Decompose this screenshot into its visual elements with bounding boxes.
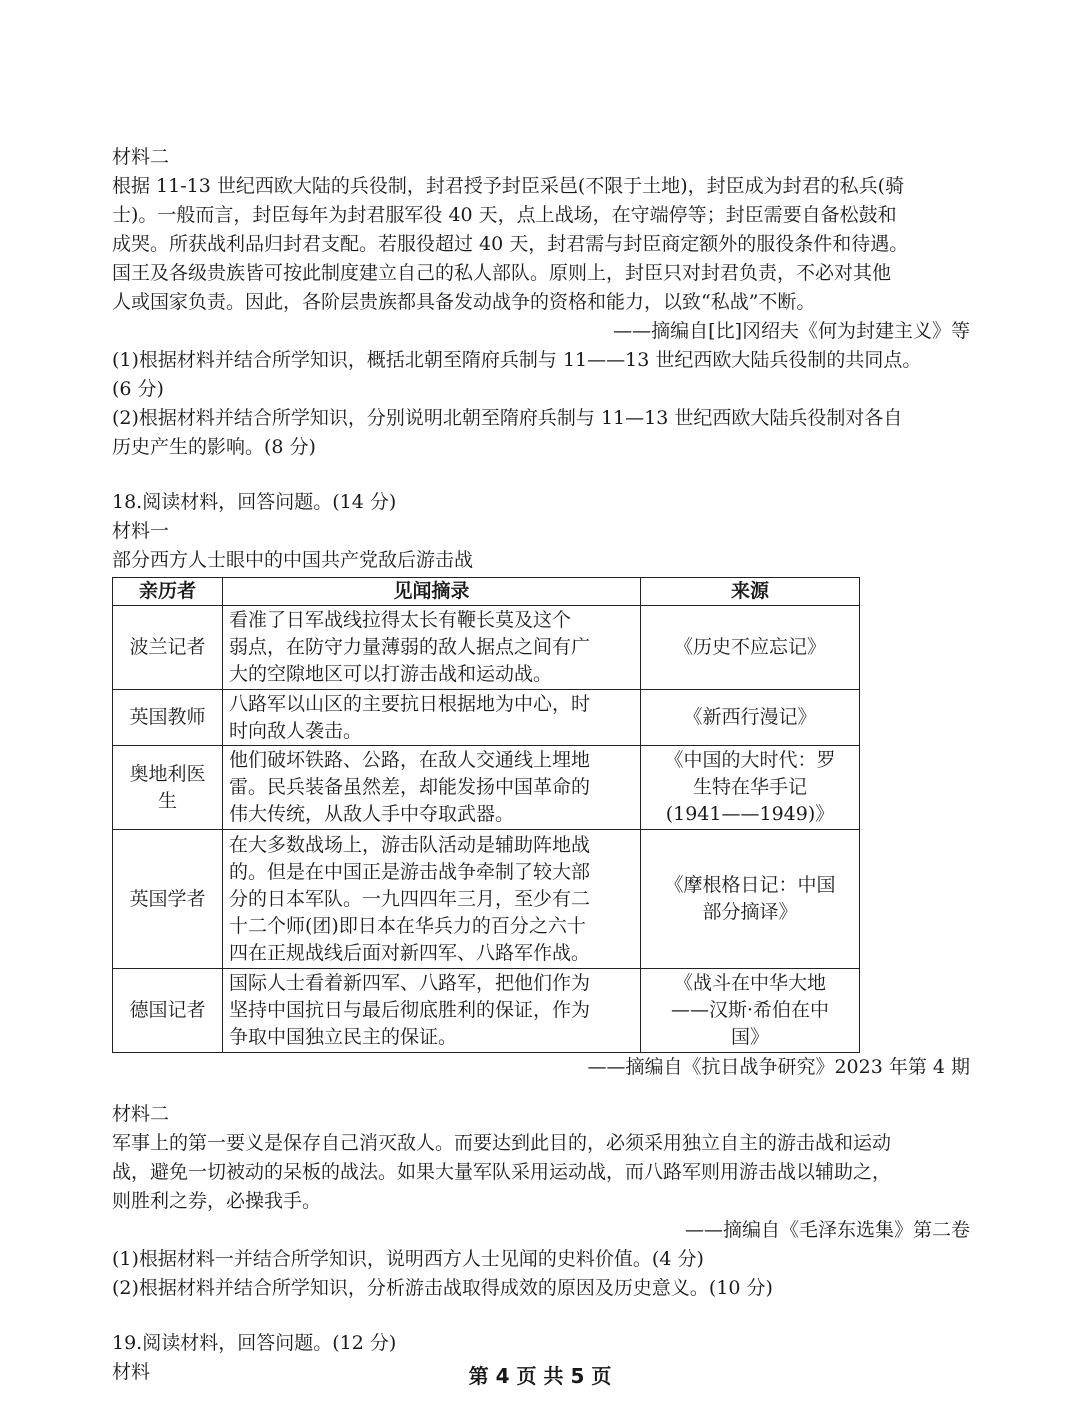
cell-source: 《战斗在中华大地 ——汉斯·希伯在中 国》: [641, 969, 860, 1053]
question-line: (2)根据材料并结合所学知识，分别说明北朝至隋府兵制与 11—13 世纪西欧大陆兵役制对各自: [112, 407, 903, 429]
question-heading: 18.阅读材料，回答问题。(14 分): [112, 491, 397, 513]
cell-excerpt: 他们破坏铁路、公路，在敌人交通线上埋地 雷。民兵装备虽然差，却能发扬中国革命的 伟大传统，从敌人手中夺取武器。: [223, 746, 641, 830]
question-heading: 19.阅读材料，回答问题。(12 分): [112, 1332, 397, 1354]
question-line: (1)根据材料一并结合所学知识，说明西方人士见闻的史料价值。(4 分): [112, 1248, 704, 1270]
material-label: 材料二: [112, 146, 170, 168]
exam-page: [112, 143, 970, 1387]
cell-excerpt: 八路军以山区的主要抗日根据地为中心，时 时向敌人袭击。: [223, 690, 641, 746]
table-row: [113, 830, 860, 969]
section-material-2-feudal: [112, 143, 970, 462]
cell-witness: 德国记者: [113, 969, 223, 1053]
cell-source: 《历史不应忘记》: [641, 606, 860, 690]
cell-excerpt: 看准了日军战线拉得太长有鞭长莫及这个 弱点，在防守力量薄弱的敌人据点之间有广 大的空隙地区可以打游击战和运动战。: [223, 606, 641, 690]
column-header: 见闻摘录: [223, 578, 641, 606]
table-row: [113, 606, 860, 690]
material-label: 材料: [112, 1361, 151, 1383]
paragraph-line: 军事上的第一要义是保存自己消灭敌人。而要达到此目的，必须采用独立自主的游击战和运动: [112, 1132, 892, 1154]
table-row: [113, 746, 860, 830]
question-line: (6 分): [112, 378, 164, 400]
table-row: [113, 690, 860, 746]
citation: ——摘编自《毛泽东选集》第二卷: [684, 1219, 970, 1241]
cell-witness: 奥地利医 生: [113, 746, 223, 830]
column-header: 亲历者: [113, 578, 223, 606]
witness-table: [112, 577, 860, 1053]
page-number: 第 4 页 共 5 页: [468, 1364, 612, 1388]
cell-source: 《新西行漫记》: [641, 690, 860, 746]
paragraph-line: 国王及各级贵族皆可按此制度建立自己的私人部队。原则上，封臣只对封君负责，不必对其他: [112, 262, 892, 284]
cell-witness: 英国教师: [113, 690, 223, 746]
paragraph-line: 人或国家负责。因此，各阶层贵族都具备发动战争的资格和能力，以致“私战”不断。: [112, 291, 816, 313]
cell-excerpt: 在大多数战场上，游击队活动是辅助阵地战 的。但是在中国正是游击战争牵制了较大部 分的日本军队。一九四四年三月，至少有二 十二个师(团)即日本在华兵力的百分之六十 四在正规战线后面对新四军、八路军作战。: [223, 830, 641, 969]
cell-excerpt: 国际人士看着新四军、八路军，把他们作为 坚持中国抗日与最后彻底胜利的保证，作为 争取中国独立民主的保证。: [223, 969, 641, 1053]
material-label: 材料一: [112, 520, 170, 542]
material-label: 材料二: [112, 1103, 170, 1125]
citation: ——摘编自《抗日战争研究》2023 年第 4 期: [587, 1056, 970, 1078]
citation: ——摘编自[比]冈绍夫《何为封建主义》等: [613, 320, 970, 342]
question-line: (2)根据材料并结合所学知识，分析游击战取得成效的原因及历史意义。(10 分): [112, 1277, 773, 1299]
table-title: 部分西方人士眼中的中国共产党敌后游击战: [112, 549, 474, 571]
table-row: [113, 969, 860, 1053]
paragraph-line: 战，避免一切被动的呆板的战法。如果大量军队采用运动战，而八路军则用游击战以辅助之，: [112, 1161, 892, 1183]
question-line: 历史产生的影响。(8 分): [112, 436, 316, 458]
cell-witness: 英国学者: [113, 830, 223, 969]
paragraph-line: 则胜利之券，必操我手。: [112, 1190, 322, 1212]
cell-witness: 波兰记者: [113, 606, 223, 690]
question-line: (1)根据材料并结合所学知识，概括北朝至隋府兵制与 11——13 世纪西欧大陆兵役制的共同点。: [112, 349, 922, 371]
paragraph-line: 根据 11-13 世纪西欧大陆的兵役制，封君授予封臣采邑(不限于土地)，封臣成为封君的私兵(骑: [112, 175, 905, 197]
column-header: 来源: [641, 578, 860, 606]
table-header-row: [113, 578, 860, 606]
paragraph-line: 士)。一般而言，封臣每年为封君服军役 40 天，点上战场，在守端停等；封臣需要自备松鼓和: [112, 204, 897, 226]
cell-source: 《摩根格日记：中国 部分摘译》: [641, 830, 860, 969]
cell-source: 《中国的大时代：罗 生特在华手记 (1941——1949)》: [641, 746, 860, 830]
question-18: [112, 488, 970, 1303]
paragraph-line: 成哭。所获战利品归封君支配。若服役超过 40 天，封君需与封臣商定额外的服役条件和待遇。: [112, 233, 909, 255]
